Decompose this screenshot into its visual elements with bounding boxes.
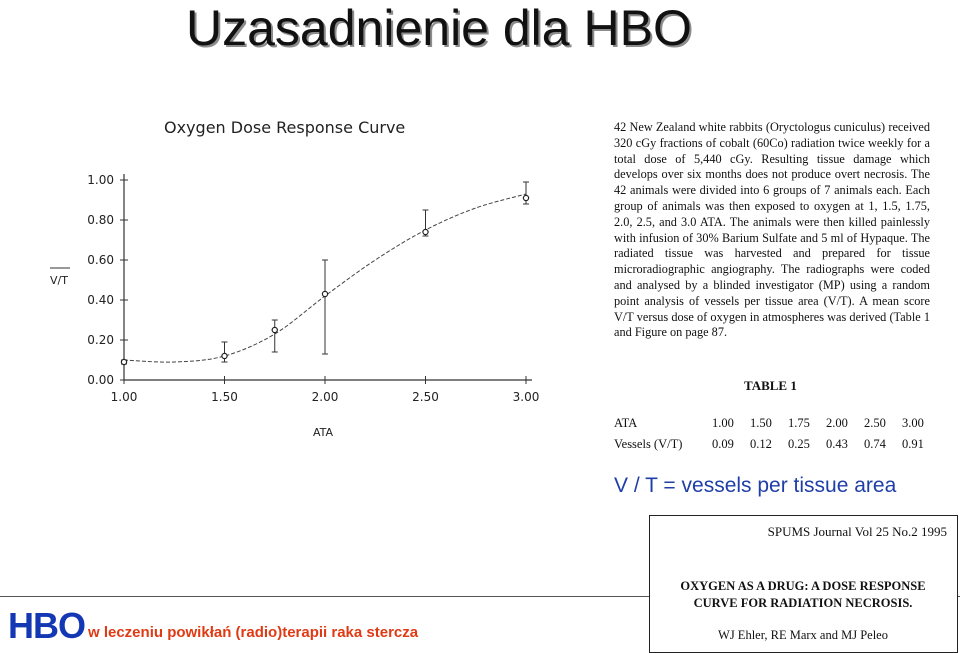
y-tick-label: 0.80 bbox=[87, 213, 114, 227]
table-cell: 0.12 bbox=[750, 437, 772, 451]
data-point bbox=[523, 195, 528, 200]
row-label: ATA bbox=[614, 416, 638, 430]
table-cell: 0.25 bbox=[788, 437, 810, 451]
study-description: 42 New Zealand white rabbits (Oryctologus cuniculus) received 320 cGy fractions of cobalt (60Co) radiation twice weekly for a total dose of 5,440 cGy. Resulting tissue damage which develops over six months does not produce overt necrosis. The 42 animals were divided into 6 groups of 7 animals each. Each group of animals was then exposed to oxygen at 1, 1.5, 1.75, 2.0, 2.5, and 3.0 ATA. The animals were then killed painlessly with infusion of 30% Barium Sulfate and 5 ml of Hypaque. The radiated tissue was harvested and prepared for tissue microradiographic angiography. The radiographs were coded and analysed by a blinded investigator (MP) using a random point analysis of vessels per tissue area (V/T). A mean score V/T versus dose of oxygen in atmospheres was derived (Table 1 and Figure on page 87. bbox=[614, 120, 930, 340]
table-cell: 0.74 bbox=[864, 437, 886, 451]
y-tick-label: 0.20 bbox=[87, 333, 114, 347]
table-cell: 0.09 bbox=[712, 437, 734, 451]
data-point bbox=[121, 359, 126, 364]
table-cell: 2.00 bbox=[826, 416, 848, 430]
data-point bbox=[423, 229, 428, 234]
data-point bbox=[322, 291, 327, 296]
table-row bbox=[614, 413, 940, 434]
table-row bbox=[614, 434, 940, 455]
table-title: TABLE 1 bbox=[744, 378, 797, 393]
table-cell: 3.00 bbox=[902, 416, 924, 430]
article-authors: WJ Ehler, RE Marx and MJ Peleo bbox=[718, 628, 888, 642]
y-tick-label: 0.40 bbox=[87, 293, 114, 307]
table-cell: 0.91 bbox=[902, 437, 924, 451]
vt-definition: V / T = vessels per tissue area bbox=[614, 474, 897, 497]
table-cell: 1.50 bbox=[750, 416, 772, 430]
x-tick-label: 2.50 bbox=[412, 390, 439, 404]
x-tick-label: 3.00 bbox=[512, 390, 540, 404]
x-tick-label: 2.00 bbox=[311, 390, 339, 404]
slide-title: Uzasadnienie dla HBO bbox=[186, 0, 692, 56]
article-title: OXYGEN AS A DRUG: A DOSE RESPONSE CURVE FOR RADIATION NECROSIS. bbox=[680, 579, 926, 610]
journal-name: SPUMS Journal Vol 25 No.2 1995 bbox=[767, 524, 947, 539]
footer-tagline: w leczeniu powikłań (radio)terapii raka stercza bbox=[88, 624, 419, 641]
y-tick-label: 1.00 bbox=[87, 173, 114, 187]
chart-title: Oxygen Dose Response Curve bbox=[164, 118, 406, 137]
table-cell: 1.00 bbox=[712, 416, 734, 430]
y-axis-label: V/T bbox=[50, 274, 68, 287]
hbo-logo: HBO bbox=[8, 605, 85, 646]
y-tick-label: 0.60 bbox=[87, 253, 114, 267]
row-label: Vessels (V/T) bbox=[614, 437, 683, 451]
x-tick-label: 1.00 bbox=[110, 390, 138, 404]
table-cell: 0.43 bbox=[826, 437, 848, 451]
x-tick-label: 1.50 bbox=[211, 390, 238, 404]
results-table bbox=[614, 413, 940, 455]
y-tick-label: 0.00 bbox=[87, 373, 114, 387]
dose-response-chart bbox=[40, 100, 560, 450]
table-cell: 2.50 bbox=[864, 416, 886, 430]
table-cell: 1.75 bbox=[788, 416, 810, 430]
journal-reference-box bbox=[649, 515, 958, 653]
data-point bbox=[222, 353, 227, 358]
data-point bbox=[272, 327, 277, 332]
x-axis-label: ATA bbox=[313, 426, 334, 439]
